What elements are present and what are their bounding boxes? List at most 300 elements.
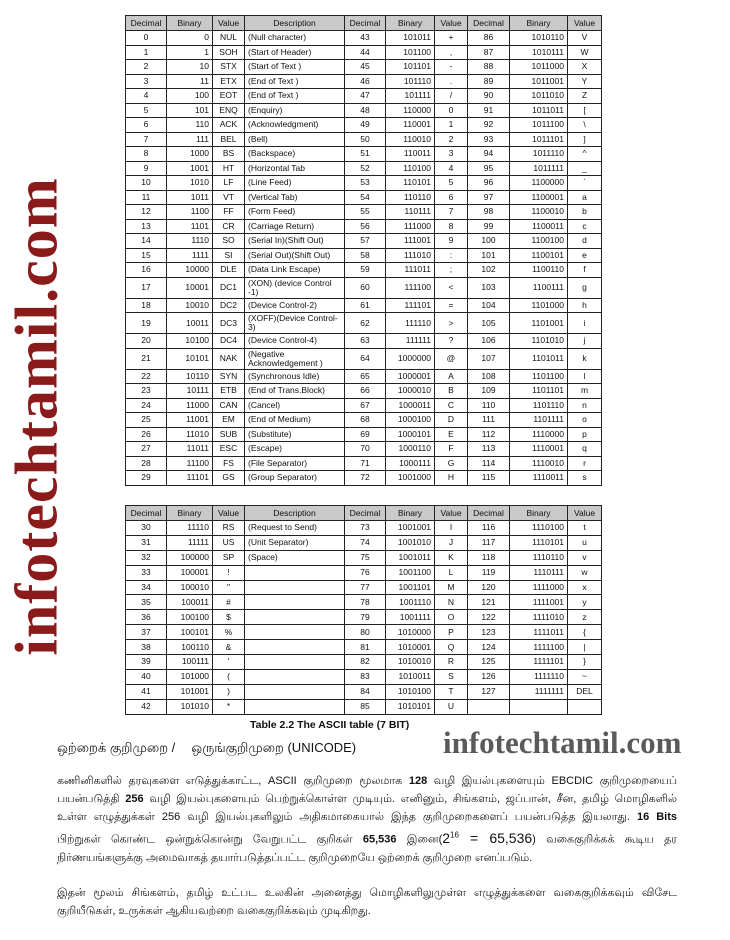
decimal-cell: 115	[468, 471, 510, 486]
decimal-cell: 118	[468, 550, 510, 565]
value-cell: ESC	[213, 442, 245, 457]
value-cell: 8	[435, 219, 468, 234]
binary-cell: 1000101	[386, 427, 435, 442]
decimal-cell: 114	[468, 456, 510, 471]
table-row	[126, 334, 602, 349]
binary-cell: 1100101	[510, 248, 568, 263]
value-cell: W	[568, 45, 602, 60]
value-cell: y	[568, 595, 602, 610]
value-cell: STX	[213, 60, 245, 75]
decimal-cell: 10	[126, 176, 167, 191]
decimal-cell: 71	[345, 456, 386, 471]
binary-cell: 11010	[167, 427, 213, 442]
binary-cell: 1010011	[386, 669, 435, 684]
value-cell: 3	[435, 147, 468, 162]
binary-cell: 1010110	[510, 31, 568, 46]
value-cell: M	[435, 580, 468, 595]
value-cell: G	[435, 456, 468, 471]
decimal-cell: 46	[345, 74, 386, 89]
value-cell: _	[568, 161, 602, 176]
decimal-cell: 39	[126, 655, 167, 670]
para1-text-2: வழி இயல்புகளையும் EBCDIC குறிமுறையைப் பயன்படுத்தி	[57, 775, 678, 805]
ascii-table-part-2	[125, 505, 602, 715]
binary-cell: 111100	[386, 277, 435, 298]
decimal-cell: 72	[345, 471, 386, 486]
heading-part-1: ஒற்றைக் குறிமுறை /	[57, 740, 176, 755]
value-cell: ]	[568, 132, 602, 147]
value-cell: n	[568, 398, 602, 413]
decimal-cell: 26	[126, 427, 167, 442]
binary-cell: 1101001	[510, 313, 568, 334]
binary-cell: 1001101	[386, 580, 435, 595]
table-row	[126, 684, 602, 699]
binary-cell: 1100000	[510, 176, 568, 191]
decimal-cell: 122	[468, 610, 510, 625]
binary-cell: 1110110	[510, 550, 568, 565]
binary-cell: 1000011	[386, 398, 435, 413]
decimal-cell: 102	[468, 263, 510, 278]
value-cell: 2	[435, 132, 468, 147]
binary-cell: 1100010	[510, 205, 568, 220]
table-row	[126, 471, 602, 486]
table-row	[126, 234, 602, 249]
table-row	[126, 298, 602, 313]
binary-cell	[510, 699, 568, 714]
value-cell: j	[568, 334, 602, 349]
value-cell: Z	[568, 89, 602, 104]
binary-cell: 10000	[167, 263, 213, 278]
column-header: Binary	[510, 16, 568, 31]
decimal-cell: 2	[126, 60, 167, 75]
description-cell: (Backspace)	[245, 147, 345, 162]
value-cell: VT	[213, 190, 245, 205]
value-cell: i	[568, 313, 602, 334]
binary-cell: 10111	[167, 384, 213, 399]
binary-cell: 101	[167, 103, 213, 118]
value-cell: =	[435, 298, 468, 313]
column-header: Decimal	[468, 506, 510, 521]
column-header: Binary	[510, 506, 568, 521]
value-cell: l	[568, 369, 602, 384]
value-cell: r	[568, 456, 602, 471]
binary-cell: 1101111	[510, 413, 568, 428]
column-header: Value	[568, 506, 602, 521]
binary-cell: 100110	[167, 640, 213, 655]
binary-cell: 10110	[167, 369, 213, 384]
binary-cell: 1111010	[510, 610, 568, 625]
binary-cell: 1011111	[510, 161, 568, 176]
description-cell: (Enquiry)	[245, 103, 345, 118]
decimal-cell: 126	[468, 669, 510, 684]
decimal-cell: 18	[126, 298, 167, 313]
table-header-row	[126, 506, 602, 521]
description-cell: (Request to Send)	[245, 521, 345, 536]
decimal-cell: 6	[126, 118, 167, 133]
value-cell: J	[435, 535, 468, 550]
value-cell: }	[568, 655, 602, 670]
binary-cell: 11111	[167, 535, 213, 550]
value-cell: `	[568, 176, 602, 191]
value-cell: F	[435, 442, 468, 457]
decimal-cell: 111	[468, 413, 510, 428]
value-cell: f	[568, 263, 602, 278]
value-cell: d	[568, 234, 602, 249]
decimal-cell: 1	[126, 45, 167, 60]
decimal-cell: 41	[126, 684, 167, 699]
value-cell: &	[213, 640, 245, 655]
decimal-cell: 113	[468, 442, 510, 457]
value-cell: CR	[213, 219, 245, 234]
description-cell: (Negative Acknowledgement )	[245, 348, 345, 369]
decimal-cell: 78	[345, 595, 386, 610]
decimal-cell: 76	[345, 565, 386, 580]
binary-cell: 1010001	[386, 640, 435, 655]
value-cell: p	[568, 427, 602, 442]
value-cell: P	[435, 625, 468, 640]
description-cell: (Device Control-4)	[245, 334, 345, 349]
decimal-cell: 34	[126, 580, 167, 595]
watermark-vertical: infotechtamil.com	[3, 177, 70, 656]
table-row	[126, 369, 602, 384]
decimal-cell: 121	[468, 595, 510, 610]
decimal-cell: 116	[468, 521, 510, 536]
value-cell: 6	[435, 190, 468, 205]
decimal-cell: 0	[126, 31, 167, 46]
value-cell: SYN	[213, 369, 245, 384]
table-row	[126, 31, 602, 46]
binary-cell: 1011110	[510, 147, 568, 162]
value-cell: EOT	[213, 89, 245, 104]
decimal-cell: 16	[126, 263, 167, 278]
description-cell	[245, 640, 345, 655]
value-cell: ENQ	[213, 103, 245, 118]
decimal-cell: 30	[126, 521, 167, 536]
binary-cell: 1111011	[510, 625, 568, 640]
description-cell: (Line Feed)	[245, 176, 345, 191]
value-cell: DC4	[213, 334, 245, 349]
formula	[442, 830, 532, 846]
decimal-cell: 124	[468, 640, 510, 655]
decimal-cell: 97	[468, 190, 510, 205]
decimal-cell: 38	[126, 640, 167, 655]
binary-cell: 1010100	[386, 684, 435, 699]
binary-cell: 110000	[386, 103, 435, 118]
decimal-cell: 110	[468, 398, 510, 413]
column-header: Decimal	[345, 506, 386, 521]
column-header: Value	[213, 506, 245, 521]
decimal-cell: 17	[126, 277, 167, 298]
value-cell: V	[568, 31, 602, 46]
table-row	[126, 413, 602, 428]
decimal-cell: 59	[345, 263, 386, 278]
decimal-cell: 92	[468, 118, 510, 133]
value-cell: CAN	[213, 398, 245, 413]
binary-cell: 111110	[386, 313, 435, 334]
paragraph-2: இதன் மூலம் சிங்களம், தமிழ் உட்பட உலகின் அனைத்து மொழிகளிலுமுள்ள எழுத்துக்களை வகைகுறிக்கவும் விசேட குறியீடுகள், உருக்கள் ஆகியவற்றை வகைகுறிக்கவும் முடிகிறது.	[57, 887, 677, 917]
value-cell: ^	[568, 147, 602, 162]
decimal-cell: 68	[345, 413, 386, 428]
decimal-cell: 3	[126, 74, 167, 89]
binary-cell: 1110011	[510, 471, 568, 486]
value-cell: <	[435, 277, 468, 298]
decimal-cell: 25	[126, 413, 167, 428]
decimal-cell: 80	[345, 625, 386, 640]
value-cell: >	[435, 313, 468, 334]
value-cell: ,	[435, 45, 468, 60]
description-cell: (Acknowledgment)	[245, 118, 345, 133]
binary-cell: 1001010	[386, 535, 435, 550]
decimal-cell: 123	[468, 625, 510, 640]
value-cell: I	[435, 521, 468, 536]
value-cell: c	[568, 219, 602, 234]
binary-cell: 111111	[386, 334, 435, 349]
para1-text-6: ) வகைகுறிக்கக் கூடிய தர நிர்ணயங்களுக்கு அமைவாகத் தயார்படுத்தப்பட்ட குறிமுறையே ஒற்றைக் குறிமுறை எனப்படும்.	[57, 833, 677, 864]
table-row	[126, 313, 602, 334]
value-cell: @	[435, 348, 468, 369]
value-cell: US	[213, 535, 245, 550]
value-cell: k	[568, 348, 602, 369]
decimal-cell: 40	[126, 669, 167, 684]
binary-cell: 1001100	[386, 565, 435, 580]
binary-cell: 110011	[386, 147, 435, 162]
value-cell: BEL	[213, 132, 245, 147]
binary-cell: 1101110	[510, 398, 568, 413]
decimal-cell: 45	[345, 60, 386, 75]
value-cell: X	[568, 60, 602, 75]
value-cell: ETX	[213, 74, 245, 89]
decimal-cell: 58	[345, 248, 386, 263]
decimal-cell: 79	[345, 610, 386, 625]
binary-cell: 1000010	[386, 384, 435, 399]
value-cell: SUB	[213, 427, 245, 442]
binary-cell: 1100110	[510, 263, 568, 278]
decimal-cell: 90	[468, 89, 510, 104]
binary-cell: 1011001	[510, 74, 568, 89]
binary-cell: 1011100	[510, 118, 568, 133]
table-row	[126, 595, 602, 610]
description-cell: (Cancel)	[245, 398, 345, 413]
decimal-cell: 89	[468, 74, 510, 89]
value-cell: a	[568, 190, 602, 205]
description-cell: (XON) (device Control -1)	[245, 277, 345, 298]
value-cell: z	[568, 610, 602, 625]
table-row	[126, 190, 602, 205]
description-cell	[245, 699, 345, 714]
value-cell: SI	[213, 248, 245, 263]
binary-cell: 101001	[167, 684, 213, 699]
value-cell: DC1	[213, 277, 245, 298]
decimal-cell: 28	[126, 456, 167, 471]
description-cell: (Start of Header)	[245, 45, 345, 60]
binary-cell: 10100	[167, 334, 213, 349]
value-cell: %	[213, 625, 245, 640]
column-header: Value	[568, 16, 602, 31]
binary-cell: 1001111	[386, 610, 435, 625]
binary-cell: 1101101	[510, 384, 568, 399]
table-row	[126, 565, 602, 580]
binary-cell: 1000110	[386, 442, 435, 457]
binary-cell: 1110100	[510, 521, 568, 536]
decimal-cell: 107	[468, 348, 510, 369]
description-cell: (End of Text )	[245, 74, 345, 89]
value-cell: +	[435, 31, 468, 46]
decimal-cell: 98	[468, 205, 510, 220]
binary-cell: 1000111	[386, 456, 435, 471]
binary-cell: 1111111	[510, 684, 568, 699]
value-cell: T	[435, 684, 468, 699]
value-cell: ;	[435, 263, 468, 278]
description-cell: (End of Trans.Block)	[245, 384, 345, 399]
decimal-cell: 100	[468, 234, 510, 249]
binary-cell: 1110001	[510, 442, 568, 457]
para1-text-5: இனை(	[396, 833, 443, 846]
value-cell: HT	[213, 161, 245, 176]
decimal-cell: 99	[468, 219, 510, 234]
binary-cell: 1110010	[510, 456, 568, 471]
value-cell: '	[213, 655, 245, 670]
binary-cell: 1011000	[510, 60, 568, 75]
binary-cell: 110111	[386, 205, 435, 220]
table-row	[126, 103, 602, 118]
para1-bold-1: 128	[408, 775, 428, 787]
watermark-horizontal: infotechtamil.com	[443, 725, 682, 760]
decimal-cell: 64	[345, 348, 386, 369]
binary-cell: 100010	[167, 580, 213, 595]
binary-cell: 1101000	[510, 298, 568, 313]
binary-cell: 1000000	[386, 348, 435, 369]
table-row	[126, 535, 602, 550]
binary-cell: 0	[167, 31, 213, 46]
binary-cell: 1101011	[510, 348, 568, 369]
value-cell: B	[435, 384, 468, 399]
value-cell: FS	[213, 456, 245, 471]
table-caption: Table 2.2 The ASCII table (7 BIT)	[250, 719, 410, 731]
decimal-cell: 109	[468, 384, 510, 399]
decimal-cell: 42	[126, 699, 167, 714]
value-cell: NAK	[213, 348, 245, 369]
table-row	[126, 521, 602, 536]
decimal-cell: 86	[468, 31, 510, 46]
decimal-cell: 32	[126, 550, 167, 565]
binary-cell: 1001001	[386, 521, 435, 536]
binary-cell: 10010	[167, 298, 213, 313]
binary-cell: 1111	[167, 248, 213, 263]
description-cell: (Start of Text )	[245, 60, 345, 75]
value-cell: R	[435, 655, 468, 670]
table-row	[126, 625, 602, 640]
value-cell: LF	[213, 176, 245, 191]
description-cell	[245, 669, 345, 684]
decimal-cell: 127	[468, 684, 510, 699]
para1-text-1: கணினிகளில் தரவுகளை எடுத்துக்காட்ட, ASCII குறிமுறை மூலமாக	[57, 775, 409, 787]
value-cell: 1	[435, 118, 468, 133]
value-cell: s	[568, 471, 602, 486]
decimal-cell: 85	[345, 699, 386, 714]
binary-cell: 1010	[167, 176, 213, 191]
value-cell: ~	[568, 669, 602, 684]
binary-cell: 1001110	[386, 595, 435, 610]
binary-cell: 1000	[167, 147, 213, 162]
value-cell: DC2	[213, 298, 245, 313]
value-cell: SO	[213, 234, 245, 249]
binary-cell: 11100	[167, 456, 213, 471]
decimal-cell: 69	[345, 427, 386, 442]
value-cell: /	[435, 89, 468, 104]
binary-cell: 1011011	[510, 103, 568, 118]
binary-cell: 1010000	[386, 625, 435, 640]
value-cell: {	[568, 625, 602, 640]
description-cell	[245, 655, 345, 670]
table-row	[126, 580, 602, 595]
decimal-cell: 27	[126, 442, 167, 457]
column-header: Decimal	[345, 16, 386, 31]
value-cell: U	[435, 699, 468, 714]
value-cell: RS	[213, 521, 245, 536]
binary-cell: 1001011	[386, 550, 435, 565]
binary-cell: 1010111	[510, 45, 568, 60]
decimal-cell: 103	[468, 277, 510, 298]
decimal-cell: 88	[468, 60, 510, 75]
value-cell: SP	[213, 550, 245, 565]
binary-cell: 11110	[167, 521, 213, 536]
description-cell	[245, 565, 345, 580]
decimal-cell: 24	[126, 398, 167, 413]
decimal-cell: 104	[468, 298, 510, 313]
para1-bold-4: 65,536	[362, 833, 397, 846]
table-row	[126, 176, 602, 191]
value-cell: SOH	[213, 45, 245, 60]
table-row	[126, 640, 602, 655]
binary-cell: 1111000	[510, 580, 568, 595]
decimal-cell: 37	[126, 625, 167, 640]
description-cell: (Group Separator)	[245, 471, 345, 486]
decimal-cell: 108	[468, 369, 510, 384]
decimal-cell: 91	[468, 103, 510, 118]
value-cell: *	[213, 699, 245, 714]
decimal-cell: 57	[345, 234, 386, 249]
binary-cell: 101000	[167, 669, 213, 684]
value-cell: 5	[435, 176, 468, 191]
decimal-cell: 7	[126, 132, 167, 147]
value-cell: NUL	[213, 31, 245, 46]
value-cell: C	[435, 398, 468, 413]
binary-cell: 100001	[167, 565, 213, 580]
decimal-cell: 93	[468, 132, 510, 147]
value-cell: D	[435, 413, 468, 428]
binary-cell: 1010010	[386, 655, 435, 670]
value-cell: ?	[435, 334, 468, 349]
table-row	[126, 263, 602, 278]
column-header: Binary	[167, 506, 213, 521]
description-cell: (Device Control-2)	[245, 298, 345, 313]
table-row	[126, 118, 602, 133]
binary-cell: 111000	[386, 219, 435, 234]
description-cell: (End of Text )	[245, 89, 345, 104]
value-cell: DC3	[213, 313, 245, 334]
value-cell: 0	[435, 103, 468, 118]
value-cell: ACK	[213, 118, 245, 133]
decimal-cell: 8	[126, 147, 167, 162]
table-row	[126, 610, 602, 625]
description-cell: (Synchronous Idle)	[245, 369, 345, 384]
binary-cell: 1001	[167, 161, 213, 176]
value-cell: ETB	[213, 384, 245, 399]
binary-cell: 111001	[386, 234, 435, 249]
column-header: Value	[435, 16, 468, 31]
column-header: Binary	[167, 16, 213, 31]
binary-cell: 1000100	[386, 413, 435, 428]
decimal-cell: 14	[126, 234, 167, 249]
